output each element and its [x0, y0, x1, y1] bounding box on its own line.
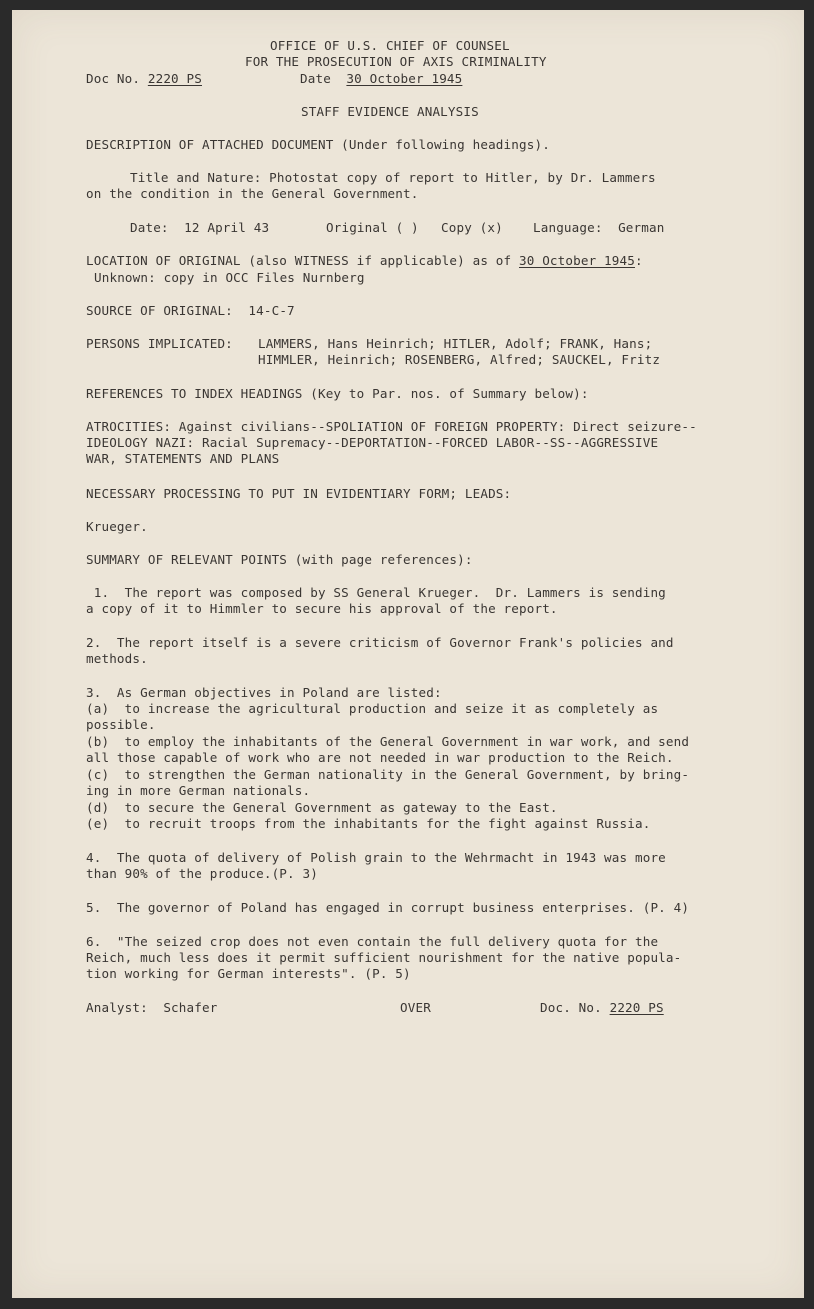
location-date: 30 October 1945: [519, 253, 635, 268]
summary-point-3b-line-2: all those capable of work who are not needed in war production to the Reich.: [86, 750, 674, 765]
summary-point-6-line-1: 6. "The seized crop does not even contain the full delivery quota for the: [86, 934, 659, 949]
references-label: REFERENCES TO INDEX HEADINGS (Key to Par. nos. of Summary below):: [86, 386, 589, 401]
persons-line-1: LAMMERS, Hans Heinrich; HITLER, Adolf; FRANK, Hans;: [258, 336, 653, 351]
summary-point-3a-line-2: possible.: [86, 717, 156, 732]
summary-point-3c-line-2: ing in more German nationals.: [86, 783, 311, 798]
persons-label: PERSONS IMPLICATED:: [86, 336, 233, 351]
summary-point-3c-line-1: (c) to strengthen the German nationality in the General Government, by bring-: [86, 767, 690, 782]
summary-point-3d: (d) to secure the General Government as gateway to the East.: [86, 800, 558, 815]
description-heading: DESCRIPTION OF ATTACHED DOCUMENT (Under following headings).: [86, 137, 550, 152]
source-label: SOURCE OF ORIGINAL:: [86, 303, 233, 318]
summary-point-1-line-2: a copy of it to Himmler to secure his approval of the report.: [86, 601, 558, 616]
summary-point-2-line-2: methods.: [86, 651, 148, 666]
summary-point-2-line-1: 2. The report itself is a severe criticism of Governor Frank's policies and: [86, 635, 674, 650]
footer-doc-number-value: 2220 PS: [609, 1000, 664, 1015]
references-line-2: IDEOLOGY NAZI: Racial Supremacy--DEPORTATION--FORCED LABOR--SS--AGGRESSIVE: [86, 435, 659, 450]
office-line-1: OFFICE OF U.S. CHIEF OF COUNSEL: [270, 38, 510, 53]
summary-point-6-line-3: tion working for German interests". (P. 5): [86, 966, 411, 981]
summary-point-5: 5. The governor of Poland has engaged in corrupt business enterprises. (P. 4): [86, 900, 690, 915]
header-date-value: 30 October 1945: [346, 71, 463, 86]
header-date: [300, 71, 462, 87]
analyst-value: Schafer: [163, 1000, 218, 1015]
persons-line-2: HIMMLER, Heinrich; ROSENBERG, Alfred; SAUCKEL, Fritz: [258, 352, 661, 367]
source-line: [86, 303, 295, 319]
title-nature-line-1: Title and Nature: Photostat copy of report to Hitler, by Dr. Lammers: [130, 170, 656, 185]
document-date-value: 12 April 43: [184, 220, 270, 235]
over-marker: OVER: [400, 1000, 431, 1015]
location-label-line: [86, 253, 643, 269]
page-title: STAFF EVIDENCE ANALYSIS: [301, 104, 479, 119]
summary-point-4-line-2: than 90% of the produce.(P. 3): [86, 866, 318, 881]
summary-point-3e: (e) to recruit troops from the inhabitants for the fight against Russia.: [86, 816, 651, 831]
original-field: Original ( ): [326, 220, 419, 235]
references-line-1: ATROCITIES: Against civilians--SPOLIATION OF FOREIGN PROPERTY: Direct seizure--: [86, 419, 697, 434]
language-field: [533, 220, 664, 236]
references-line-3: WAR, STATEMENTS AND PLANS: [86, 451, 280, 466]
analyst-label: Analyst:: [86, 1000, 148, 1015]
summary-point-3b-line-1: (b) to employ the inhabitants of the General Government in war work, and send: [86, 734, 690, 749]
location-value: Unknown: copy in OCC Files Nurnberg: [94, 270, 365, 285]
doc-number-value: 2220 PS: [147, 71, 202, 86]
footer-doc-number: [540, 1000, 664, 1016]
location-colon: :: [634, 253, 643, 268]
summary-point-3a-line-1: (a) to increase the agricultural production and seize it as completely as: [86, 701, 659, 716]
processing-label: NECESSARY PROCESSING TO PUT IN EVIDENTIARY FORM; LEADS:: [86, 486, 512, 501]
copy-field: Copy (x): [441, 220, 503, 235]
summary-point-4-line-1: 4. The quota of delivery of Polish grain to the Wehrmacht in 1943 was more: [86, 850, 666, 865]
footer-doc-number-label: Doc. No.: [540, 1000, 602, 1015]
processing-value: Krueger.: [86, 519, 148, 534]
office-line-2: FOR THE PROSECUTION OF AXIS CRIMINALITY: [245, 54, 547, 69]
title-nature-line-2: on the condition in the General Government.: [86, 186, 419, 201]
document-date-label: Date:: [130, 220, 169, 235]
summary-point-3-line-1: 3. As German objectives in Poland are listed:: [86, 685, 442, 700]
summary-point-6-line-2: Reich, much less does it permit sufficient nourishment for the native popula-: [86, 950, 682, 965]
header-date-label: Date: [300, 71, 331, 86]
location-label: LOCATION OF ORIGINAL (also WITNESS if applicable) as of: [86, 253, 512, 268]
source-value: 14-C-7: [248, 303, 295, 318]
doc-number-label: Doc No.: [86, 71, 141, 86]
document-page: [12, 10, 804, 1298]
language-label: Language:: [533, 220, 603, 235]
analyst-line: [86, 1000, 217, 1016]
summary-heading: SUMMARY OF RELEVANT POINTS (with page references):: [86, 552, 473, 567]
doc-number-header: [86, 71, 202, 87]
document-date: [130, 220, 269, 236]
language-value: German: [618, 220, 665, 235]
summary-point-1-line-1: 1. The report was composed by SS General Krueger. Dr. Lammers is sending: [86, 585, 666, 600]
